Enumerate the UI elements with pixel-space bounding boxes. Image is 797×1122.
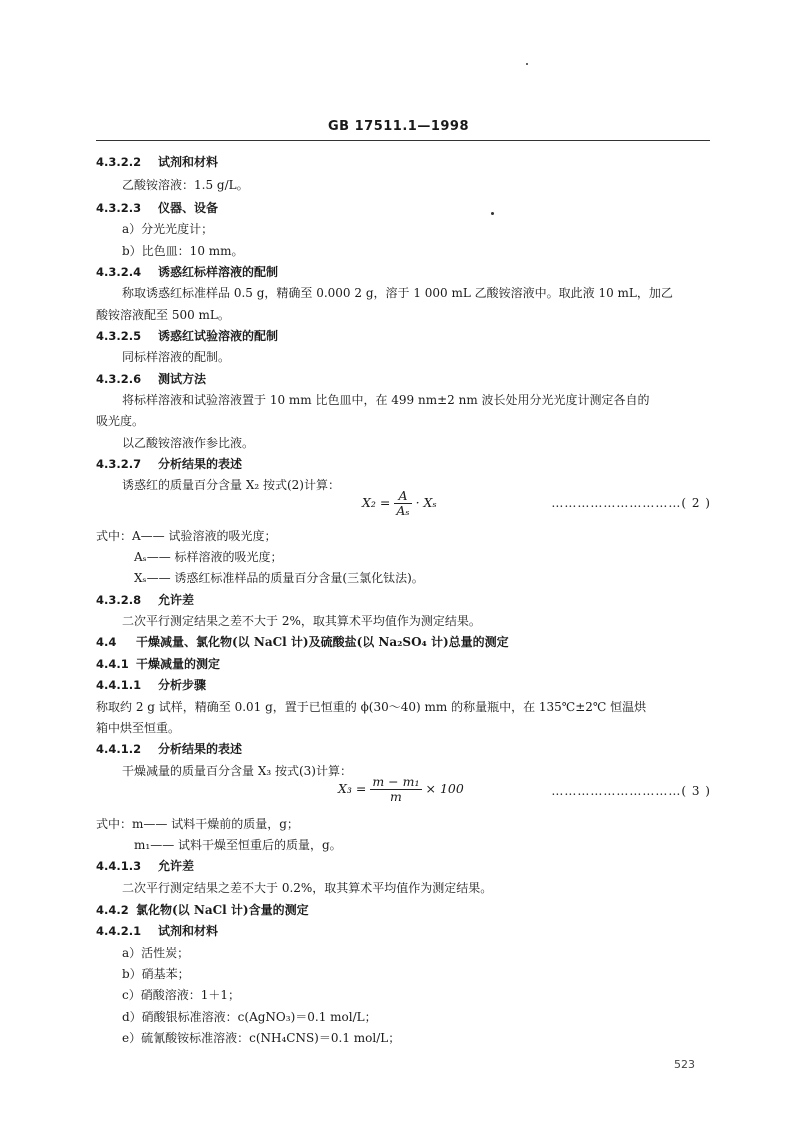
section-number: 4.4.1.1 (96, 678, 142, 692)
section-number: 4.3.2.6 (96, 372, 142, 386)
scan-speck (526, 63, 528, 65)
scan-speck (491, 212, 494, 215)
paragraph-line: 诱惑红的质量百分含量 X₂ 按式(2)计算： (122, 478, 340, 492)
heading-4-4-2 (96, 901, 711, 919)
heading-4-3-2-2 (96, 153, 711, 171)
heading-4-3-2-3 (96, 199, 711, 217)
formula-fraction (370, 775, 421, 804)
section-number: 4.4.1.2 (96, 742, 142, 756)
heading-4-3-2-6 (96, 370, 711, 388)
section-title: 允许差 (158, 593, 195, 607)
heading-4-4-1-1 (96, 676, 711, 694)
section-title: 仪器、设备 (158, 201, 219, 215)
paragraph-line: 同标样溶液的配制。 (122, 350, 231, 364)
formula-lhs: X₂ = (362, 495, 391, 510)
equation-number: …………………………( 2 ) (551, 496, 711, 510)
list-item: b）比色皿：10 mm。 (122, 244, 244, 258)
page-number: 523 (674, 1058, 695, 1071)
section-title: 分析结果的表述 (158, 457, 243, 471)
section-number: 4.4.2.1 (96, 924, 142, 938)
page-header: GB 17511.1—1998 (328, 119, 469, 134)
fraction-denominator: m (390, 789, 402, 804)
heading-4-4 (96, 633, 711, 651)
formula-2 (362, 486, 437, 520)
heading-4-4-1-2 (96, 740, 711, 758)
heading-4-4-1 (96, 655, 711, 673)
heading-4-3-2-7 (96, 455, 711, 473)
paragraph-line: 将标样溶液和试验溶液置于 10 mm 比色皿中，在 499 nm±2 nm 波长处用分光光度计测定各自的 (122, 393, 650, 407)
paragraph-line: 吸光度。 (96, 414, 145, 428)
fraction-numerator: m − m₁ (372, 774, 420, 789)
paragraph-line: 二次平行测定结果之差不大于 0.2%，取其算术平均值作为测定结果。 (122, 881, 493, 895)
section-number: 4.4.2 (96, 903, 129, 917)
section-number: 4.3.2.8 (96, 593, 142, 607)
equation-number: …………………………( 3 ) (551, 784, 711, 798)
section-number: 4.3.2.4 (96, 265, 142, 279)
formula-lhs: X₃ = (338, 781, 367, 796)
fraction-numerator: A (394, 489, 411, 504)
section-number: 4.3.2.5 (96, 329, 142, 343)
paragraph-line: 干燥减量的质量百分含量 X₃ 按式(3)计算： (122, 764, 352, 778)
paragraph-line: 式中：m—— 试料干燥前的质量，g； (96, 817, 299, 831)
paragraph-line: 称取约 2 g 试样，精确至 0.01 g，置于已恒重的 ϕ(30～40) mm 的称量瓶中，在 135℃±2℃ 恒温烘 (96, 700, 647, 714)
section-number: 4.3.2.7 (96, 457, 142, 471)
section-title: 测试方法 (158, 372, 207, 386)
paragraph-line: 式中：A—— 试验溶液的吸光度； (96, 529, 277, 543)
paragraph-line: 箱中烘至恒重。 (96, 721, 181, 735)
formula-rhs: × 100 (425, 781, 464, 796)
heading-4-3-2-5 (96, 327, 711, 345)
section-number: 4.4.1.3 (96, 859, 142, 873)
formula-rhs: · Xₛ (415, 495, 437, 510)
section-title: 干燥减量、氯化物(以 NaCl 计)及硫酸盐(以 Na₂SO₄ 计)总量的测定 (136, 635, 509, 649)
section-title: 分析步骤 (158, 678, 207, 692)
heading-4-3-2-8 (96, 591, 711, 609)
section-number: 4.3.2.3 (96, 201, 142, 215)
paragraph-line: 以乙酸铵溶液作参比液。 (122, 436, 255, 450)
paragraph-line: 酸铵溶液配至 500 mL。 (96, 308, 230, 322)
section-title: 允许差 (158, 859, 195, 873)
fraction-denominator: Aₛ (396, 503, 410, 518)
list-item: d）硝酸银标准溶液：c(AgNO₃)＝0.1 mol/L； (122, 1010, 377, 1024)
section-title: 试剂和材料 (158, 924, 219, 938)
list-item: b）硝基苯； (122, 967, 190, 981)
heading-4-4-1-3 (96, 857, 711, 875)
list-item: a）活性炭； (122, 946, 190, 960)
section-number: 4.4 (96, 635, 117, 649)
formula-3 (338, 772, 464, 806)
header-rule (96, 140, 710, 141)
formula-fraction (394, 489, 411, 518)
section-number: 4.4.1 (96, 657, 129, 671)
paragraph-line: Aₛ—— 标样溶液的吸光度； (134, 550, 283, 564)
section-title: 干燥减量的测定 (136, 657, 221, 671)
list-item: e）硫氰酸铵标准溶液：c(NH₄CNS)＝0.1 mol/L； (122, 1031, 401, 1045)
list-item: c）硝酸溶液：1＋1； (122, 988, 240, 1002)
section-number: 4.3.2.2 (96, 155, 142, 169)
list-item: a）分光光度计； (122, 222, 214, 236)
heading-4-4-2-1 (96, 922, 711, 940)
heading-4-3-2-4 (96, 263, 711, 281)
section-title: 诱惑红试验溶液的配制 (158, 329, 279, 343)
paragraph-line: m₁—— 试料干燥至恒重后的质量，g。 (134, 838, 342, 852)
section-title: 诱惑红标样溶液的配制 (158, 265, 279, 279)
section-title: 氯化物(以 NaCl 计)含量的测定 (136, 903, 309, 917)
paragraph-line: Xₛ—— 诱惑红标准样品的质量百分含量(三氯化钛法)。 (134, 571, 424, 585)
paragraph-line: 乙酸铵溶液：1.5 g/L。 (122, 178, 249, 192)
section-title: 试剂和材料 (158, 155, 219, 169)
section-title: 分析结果的表述 (158, 742, 243, 756)
paragraph-line: 二次平行测定结果之差不大于 2%，取其算术平均值作为测定结果。 (122, 614, 481, 628)
paragraph-line: 称取诱惑红标准样品 0.5 g，精确至 0.000 2 g，溶于 1 000 mL 乙酸铵溶液中。取此液 10 mL，加乙 (122, 286, 673, 300)
